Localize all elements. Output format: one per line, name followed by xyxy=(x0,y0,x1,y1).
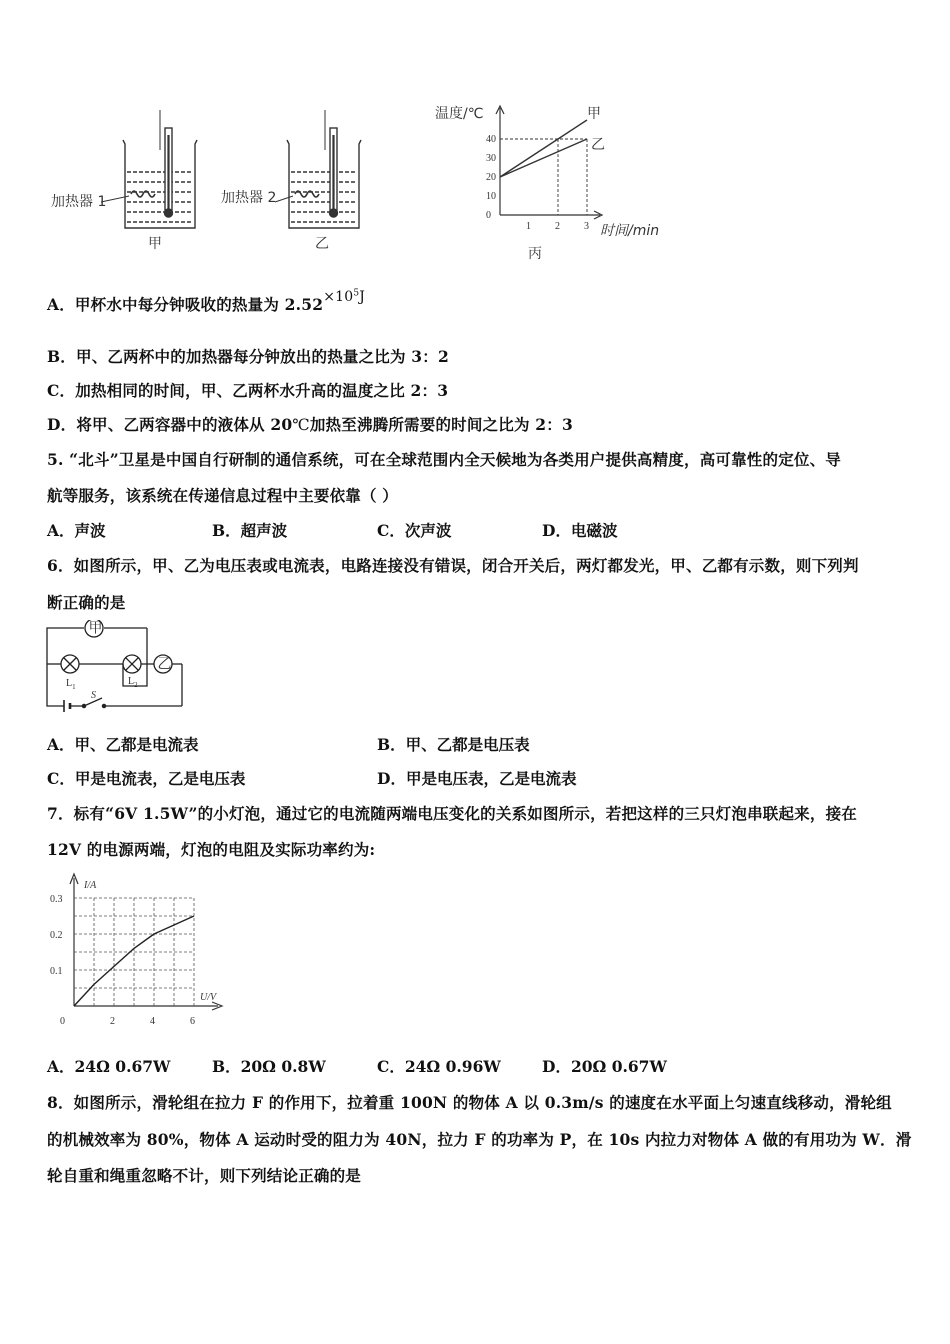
q5-option-c: C．次声波 xyxy=(377,521,452,540)
beaker-jia-figure xyxy=(45,110,205,255)
circuit-meter-jia-label: 甲 xyxy=(88,620,103,637)
chart-bing-ytick: 30 xyxy=(486,153,496,164)
chart-bing-caption: 丙 xyxy=(528,246,542,262)
q4-option-a xyxy=(47,288,366,315)
beaker-yi-figure xyxy=(215,110,375,255)
chart-iu-xtick: 2 xyxy=(110,1016,115,1027)
chart-bing-xtick: 2 xyxy=(555,221,560,232)
chart-bing-legend-yi: 乙 xyxy=(591,137,605,153)
q7-option-b: B．20Ω 0.8W xyxy=(212,1057,326,1076)
q6-circuit-diagram xyxy=(44,620,186,720)
chart-bing-legend-jia: 甲 xyxy=(587,106,601,122)
chart-bing-xlabel: 时间/min xyxy=(600,223,660,239)
circuit-switch-label: S xyxy=(91,690,96,701)
temperature-time-chart xyxy=(430,98,680,268)
q5-stem-line1: 5. “北斗”卫星是中国自行研制的通信系统，可在全球范围内全天候地为各类用户提供高精度，高可靠性的定位、导 xyxy=(47,450,842,469)
q7-stem-line2: 12V 的电源两端，灯泡的电阻及实际功率约为: xyxy=(47,840,376,859)
chart-iu-ytick: 0.1 xyxy=(50,966,63,977)
q4-option-d-post: 加热至沸腾所需要的时间之比为 2：3 xyxy=(309,415,573,434)
q6-option-c: C．甲是电流表，乙是电压表 xyxy=(47,769,246,788)
q4-option-a-exp: 5 xyxy=(353,288,360,299)
q5-stem-line2: 航等服务，该系统在传递信息过程中主要依靠（ ） xyxy=(47,486,398,505)
q4-option-d-pre: D．将甲、乙两容器中的液体从 20 xyxy=(47,415,293,434)
q5-option-b: B．超声波 xyxy=(212,521,288,540)
circuit-lamp-l2-label: $L_2$ xyxy=(128,676,138,689)
q6-option-b: B．甲、乙都是电压表 xyxy=(377,735,530,754)
q8-stem-line2: 的机械效率为 80%，物体 A 运动时受的阻力为 40N，拉力 F 的功率为 P，在 10s 内拉力对物体 A 做的有用功为 W．滑 xyxy=(47,1130,912,1149)
q4-option-d-unit: ℃ xyxy=(292,416,310,434)
chart-iu-ytick: 0.2 xyxy=(50,930,63,941)
q4-option-a-unit: J xyxy=(359,289,366,305)
chart-bing-ytick: 20 xyxy=(486,172,496,183)
q4-option-d xyxy=(47,413,573,435)
q6-stem-line1: 6．如图所示，甲、乙为电压表或电流表，电路连接没有错误，闭合开关后，两灯都发光，甲、乙都有示数，则下列判 xyxy=(47,556,859,575)
chart-iu-ylabel: I/A xyxy=(84,880,97,891)
chart-iu-xtick: 6 xyxy=(190,1016,195,1027)
q4-option-b: B．甲、乙两杯中的加热器每分钟放出的热量之比为 3：2 xyxy=(47,347,449,366)
chart-bing-series-yi xyxy=(500,139,587,177)
chart-iu-xtick: 4 xyxy=(150,1016,155,1027)
circuit-meter-yi-label: 乙 xyxy=(157,656,172,673)
beaker-jia-caption: 甲 xyxy=(148,236,162,252)
heater-2-label: 加热器 2 xyxy=(221,190,277,206)
q7-option-a: A．24Ω 0.67W xyxy=(47,1057,171,1076)
q8-stem-line1: 8．如图所示，滑轮组在拉力 F 的作用下，拉着重 100N 的物体 A 以 0.3m/s 的速度在水平面上匀速直线移动，滑轮组 xyxy=(47,1093,892,1112)
chart-bing-ytick: 10 xyxy=(486,191,496,202)
q7-stem-line1: 7．标有“6V 1.5W”的小灯泡，通过它的电流随两端电压变化的关系如图所示，若把这样的三只灯泡串联起来，接在 xyxy=(47,804,857,823)
chart-bing-ylabel: 温度/℃ xyxy=(435,106,484,122)
q6-option-d: D．甲是电压表，乙是电流表 xyxy=(377,769,577,788)
q5-option-d: D．电磁波 xyxy=(542,521,618,540)
q4-option-a-text: A．甲杯水中每分钟吸收的热量为 2.52 xyxy=(47,295,324,314)
q7-option-c: C．24Ω 0.96W xyxy=(377,1057,501,1076)
chart-bing-xtick: 1 xyxy=(526,221,531,232)
heater-1-label: 加热器 1 xyxy=(51,194,107,210)
q6-option-a: A．甲、乙都是电流表 xyxy=(47,735,199,754)
chart-bing-xtick: 3 xyxy=(584,221,589,232)
chart-bing-ytick: 40 xyxy=(486,134,496,145)
beaker-yi-caption: 乙 xyxy=(315,236,329,252)
circuit-lamp-l1-label: $L_1$ xyxy=(66,678,76,691)
chart-iu-xlabel: U/V xyxy=(200,992,217,1003)
q7-option-d: D．20Ω 0.67W xyxy=(542,1057,667,1076)
q6-stem-line2: 断正确的是 xyxy=(47,593,126,612)
q4-option-a-exp-base: ×10 xyxy=(323,289,354,305)
chart-iu-ytick: 0.3 xyxy=(50,894,63,905)
chart-iu-xtick: 0 xyxy=(60,1016,65,1027)
q5-option-a: A．声波 xyxy=(47,521,106,540)
q8-stem-line3: 轮自重和绳重忽略不计，则下列结论正确的是 xyxy=(47,1166,362,1185)
chart-bing-ytick: 0 xyxy=(486,210,491,221)
chart-bing-series-jia xyxy=(500,120,587,177)
q4-option-c: C．加热相同的时间，甲、乙两杯水升高的温度之比 2：3 xyxy=(47,381,449,400)
current-voltage-chart xyxy=(40,868,240,1028)
